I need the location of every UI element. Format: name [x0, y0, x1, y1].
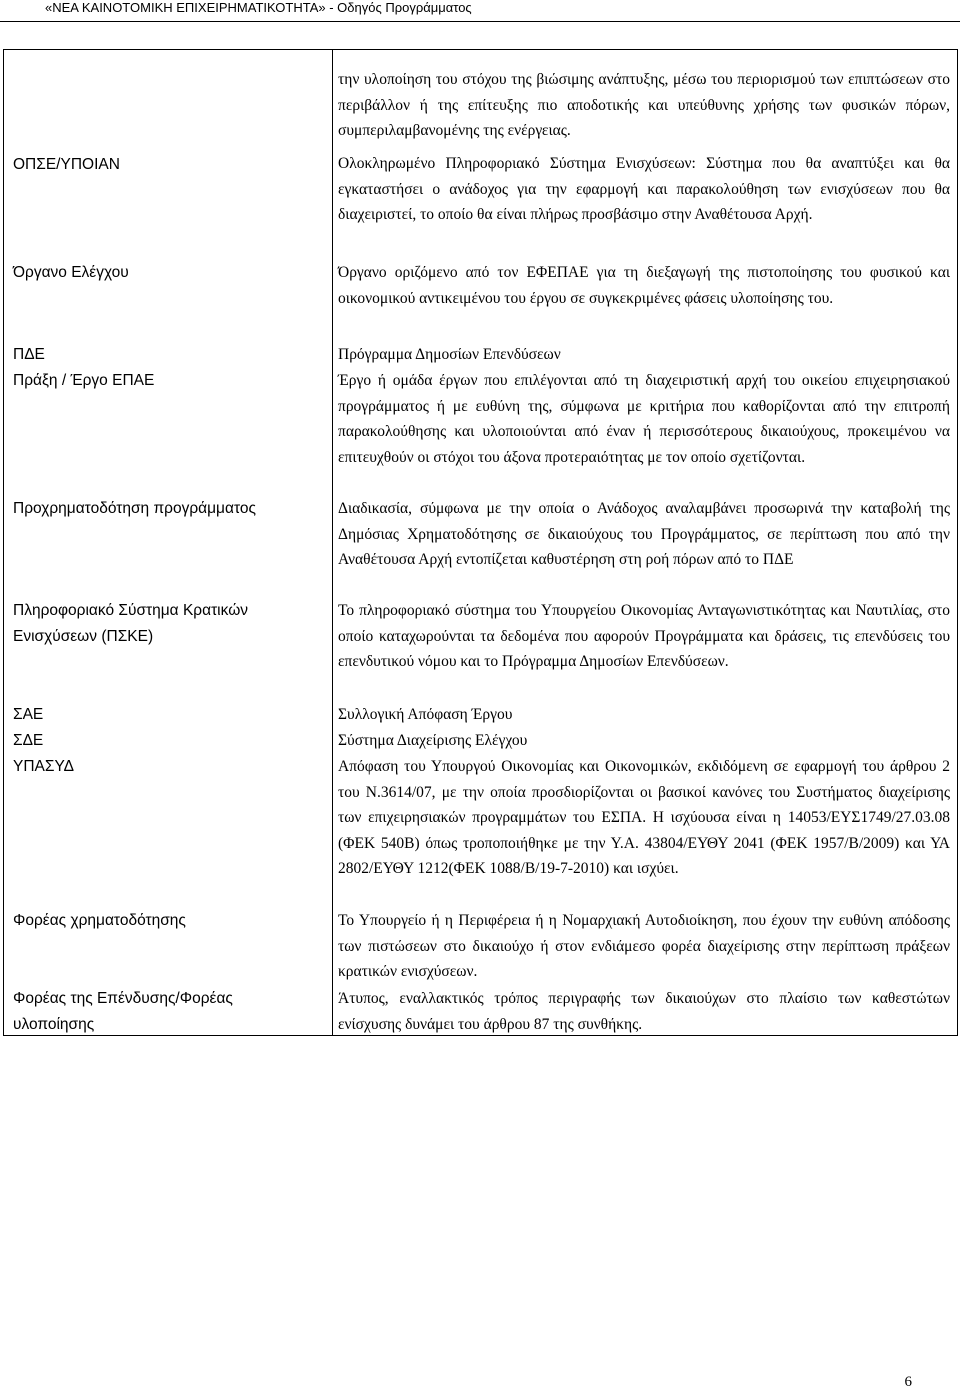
header-rule	[0, 21, 960, 22]
glossary-term: Πληροφοριακό Σύστημα Κρατικών Ενισχύσεων (ΠΣΚΕ)	[13, 602, 249, 645]
glossary-definition: Απόφαση του Υπουργού Οικονομίας και Οικονομικών, εκδιδόμενη σε εφαρμογή του άρθρου 2 του Ν.3614/07, με την οποία προσδιορίζονται οι βασικοί κανόνες του Συστήματος διαχείρισης των επιχειρησιακών προγραμμάτων του ΕΣΠΑ. Η ισχύουσα είναι η 14053/ΕΥΣ1749/27.03.08 (ΦΕΚ 540Β) όπως τροποποιήθηκε με την Υ.Α. 43804/ΕΥΘΥ 2041 (ΦΕΚ 1957/Β/2009) και ΥΑ 2802/ΕΥΘΥ 1212(ΦΕΚ 1088/Β/19-7-2010) και ισχύει.	[338, 758, 950, 878]
glossary-definition: Το πληροφοριακό σύστημα του Υπουργείου Οικονομίας Ανταγωνιστικότητας και Ναυτιλίας, στο οποίο καταχωρούνται τα δεδομένα που αφορούν Προγράμματα και δράσεις, τις επενδύσεις του επενδυτικού νόμου και το Πρόγραμμα Δημοσίων Επενδύσεων.	[338, 602, 950, 671]
glossary-term: Όργανο Ελέγχου	[13, 264, 129, 281]
glossary-term: ΥΠΑΣΥΔ	[13, 758, 74, 775]
glossary-term: ΠΔΕ	[13, 346, 45, 363]
glossary-term: ΟΠΣΕ/ΥΠΟΙΑΝ	[13, 156, 120, 173]
glossary-definition: Έργο ή ομάδα έργων που επιλέγονται από τη διαχειριστική αρχή του οικείου επιχειρησιακού προγράμματος ή με ευθύνη της, σύμφωνα με κριτήρια που καθορίζονται από την επιτροπή παρακολούθησης και υλοποιούνται από έναν ή περισσότερους δικαιούχους, προκειμένου να επιτευχθούν οι στόχοι του άξονα προτεραιότητας με τον οποίο σχετίζονται.	[338, 372, 950, 466]
glossary-term: Φορέας χρηματοδότησης	[13, 912, 186, 929]
running-header: «ΝΕΑ ΚΑΙΝΟΤΟΜΙΚΗ ΕΠΙΧΕΙΡΗΜΑΤΙΚΟΤΗΤΑ» - Οδηγός Προγράμματος	[45, 0, 472, 15]
page-number: 6	[904, 1374, 912, 1390]
glossary-definition: Άτυπος, εναλλακτικός τρόπος περιγραφής των δικαιούχων στο πλαίσιο των καθεστώτων ενίσχυσης δυνάμει του άρθρου 87 της συνθήκης.	[338, 990, 950, 1033]
glossary-definition: Το Υπουργείο ή η Περιφέρεια ή η Νομαρχιακή Αυτοδιοίκηση, που έχουν την ευθύνη απόδοσης των πιστώσεων στο δικαιούχο ή στον ενδιάμεσο φορέα διαχείρισης στην περίπτωση πράξεων κρατικών ενισχύσεων.	[338, 912, 950, 981]
column-divider	[332, 50, 333, 1035]
glossary-continuation: την υλοποίηση του στόχου της βιώσιμης ανάπτυξης, μέσω του περιορισμού των επιπτώσεων στο περιβάλλον ή της επίτευξης πιο αποδοτικής και υπεύθυνης χρήσης των φυσικών πόρων, συμπεριλαμβανομένης της ενέργειας.	[338, 71, 950, 140]
glossary-definition: Σύστημα Διαχείρισης Ελέγχου	[338, 732, 528, 749]
glossary-definition: Ολοκληρωμένο Πληροφοριακό Σύστημα Ενισχύσεων: Σύστημα που θα αναπτύξει και θα εγκαταστήσει ο ανάδοχος για την εφαρμογή και παρακολούθηση των ενισχύσεων που θα διαχειριστεί, το οποίο θα είναι πλήρως προσβάσιμο στην Αναθέτουσα Αρχή.	[338, 155, 950, 224]
glossary-term: ΣΔΕ	[13, 732, 44, 749]
glossary-definition: Όργανο οριζόμενο από τον ΕΦΕΠΑΕ για τη διεξαγωγή της πιστοποίησης του φυσικού και οικονομικού αντικειμένου του έργου σε συγκεκριμένες φάσεις υλοποίησης του.	[338, 264, 950, 307]
glossary-definition: Συλλογική Απόφαση Έργου	[338, 706, 513, 723]
glossary-term: Πράξη / Έργο ΕΠΑΕ	[13, 372, 155, 389]
glossary-term: Προχρηματοδότηση προγράμματος	[13, 500, 256, 517]
glossary-term: Φορέας της Επένδυσης/Φορέας υλοποίησης	[13, 990, 233, 1033]
glossary-table	[3, 49, 958, 1036]
glossary-definition: Διαδικασία, σύμφωνα με την οποία ο Ανάδοχος αναλαμβάνει προσωρινά την καταβολή της Δημόσιας Χρηματοδότησης σε δικαιούχους του Προγράμματος, σε περίπτωση που από την Αναθέτουσα Αρχή εντοπίζεται καθυστέρηση στη ροή πόρων από το ΠΔΕ	[338, 500, 950, 569]
glossary-term: ΣΑΕ	[13, 706, 44, 723]
glossary-definition: Πρόγραμμα Δημοσίων Επενδύσεων	[338, 346, 561, 363]
